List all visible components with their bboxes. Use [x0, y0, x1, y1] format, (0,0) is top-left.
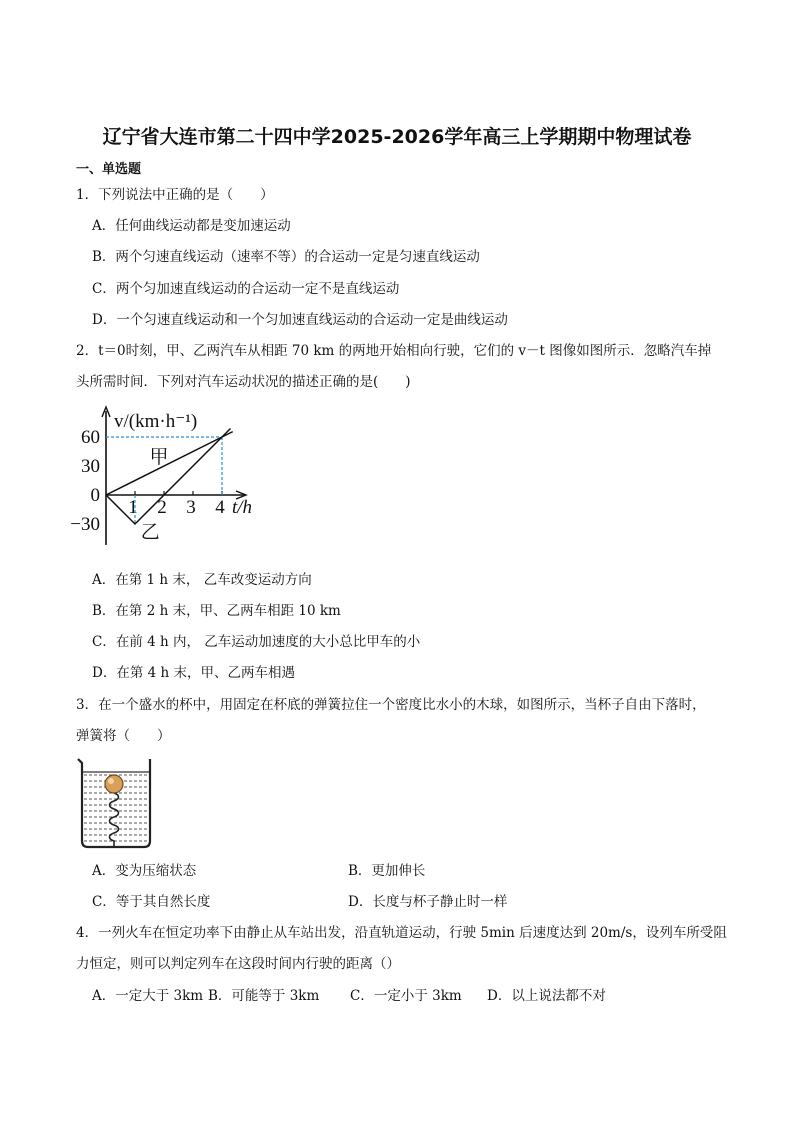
option-c: C．两个匀加速直线运动的合运动一定不是直线运动: [92, 281, 400, 297]
question-stem-line-1: 4．一列火车在恒定功率下由静止从车站出发，沿直轨道运动，行驶 5min 后速度达到 20m/s，设列车所受阻: [76, 925, 727, 941]
option-c: C．一定小于 3km: [350, 988, 462, 1004]
vt-chart: [70, 403, 276, 553]
question-stem-line-1: 2．t＝0时刻，甲、乙两汽车从相距 70 km 的两地开始相向行驶，它们的 v－t 图像如图所示．忽略汽车掉: [76, 343, 712, 359]
option-d: D．在第 4 h 末，甲、乙两车相遇: [92, 665, 295, 681]
option-a: A．任何曲线运动都是变加速运动: [92, 218, 291, 234]
x-tick-label: 3: [186, 497, 196, 518]
option-b: B．可能等于 3km: [208, 988, 320, 1004]
x-axis-label: t/h: [232, 497, 253, 518]
option-a: A．一定大于 3km: [92, 988, 204, 1004]
option-b: B．在第 2 h 末，甲、乙两车相距 10 km: [92, 603, 341, 619]
question-stem-line-1: 3．在一个盛水的杯中，用固定在杯底的弹簧拉住一个密度比水小的木球，如图所示，当杯子自由下落时，: [76, 697, 706, 713]
option-d: D．长度与杯子静止时一样: [348, 894, 508, 910]
option-d: D．以上说法都不对: [487, 988, 606, 1004]
question-stem: 1．下列说法中正确的是（ ）: [76, 187, 274, 203]
wooden-ball: [105, 775, 123, 793]
option-a: A．变为压缩状态: [92, 863, 197, 879]
beaker-diagram: [76, 757, 156, 851]
option-c: C．等于其自然长度: [92, 894, 211, 910]
y-tick-label: 60: [81, 427, 100, 448]
option-b: B．两个匀速直线运动（速率不等）的合运动一定是匀速直线运动: [92, 249, 480, 265]
x-tick-label: 4: [215, 497, 225, 518]
page-title: 辽宁省大连市第二十四中学2025-2026学年高三上学期期中物理试卷: [102, 126, 692, 148]
y-tick-label: 30: [81, 456, 100, 477]
option-b: B．更加伸长: [348, 863, 426, 879]
question-stem-line-2: 弹簧将（ ）: [76, 728, 171, 744]
x-tick-label: 2: [157, 497, 167, 518]
question-stem-line-2: 头所需时间．下列对汽车运动状况的描述正确的是( ): [76, 374, 411, 390]
question-stem-line-2: 力恒定，则可以判定列车在这段时间内行驶的距离（）: [76, 956, 400, 972]
option-d: D．一个匀速直线运动和一个匀加速直线运动的合运动一定是曲线运动: [92, 312, 508, 328]
series-label-yi: 乙: [140, 522, 160, 543]
option-a: A．在第 1 h 末， 乙车改变运动方向: [92, 572, 312, 588]
series-label-jia: 甲: [149, 447, 169, 469]
spring: [110, 793, 119, 846]
y-tick-label: −30: [70, 514, 100, 535]
section-heading: 一、单选题: [76, 162, 142, 177]
y-tick-label: 0: [90, 485, 100, 506]
series-line-1: [106, 432, 233, 495]
y-axis-label: v/(km·h⁻¹): [114, 411, 198, 432]
option-c: C．在前 4 h 内， 乙车运动加速度的大小总比甲车的小: [92, 634, 421, 650]
x-tick-label: 1: [128, 497, 138, 518]
